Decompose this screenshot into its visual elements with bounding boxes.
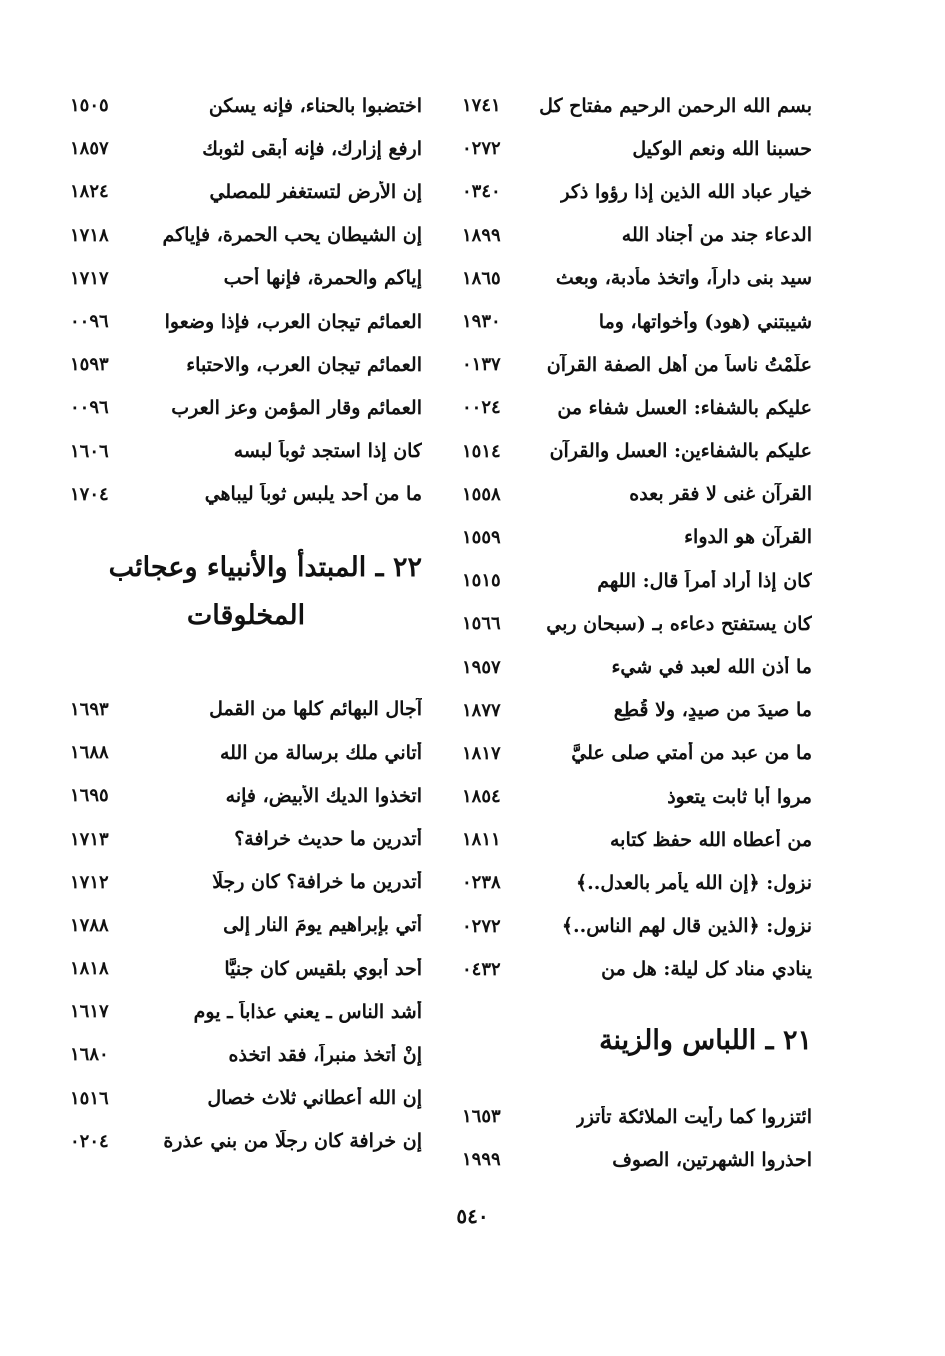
index-entry (462, 905, 812, 948)
index-entry (70, 817, 422, 860)
index-entry (70, 1077, 422, 1120)
entry-number: ٠٢٠٤ (70, 1130, 109, 1152)
entry-text: آجال البهائم كلها من القمل (209, 698, 422, 721)
entry-text: احذروا الشهرتين، الصوف (612, 1148, 812, 1171)
entry-number: ٠٤٣٢ (462, 958, 501, 980)
entry-number: ١٧٤١ (462, 95, 501, 117)
right-entries (462, 84, 812, 991)
entry-text: العمائم تيجان العرب، فإذا وضعوا (164, 310, 422, 333)
index-entry (70, 861, 422, 904)
entry-text: كان إذا استجد ثوباً لبسه (233, 440, 422, 463)
page-number: ٥٤٠ (456, 1204, 489, 1228)
entry-text: عليكم بالشفاء: العسل شفاء من (557, 396, 812, 419)
index-entry (462, 861, 812, 904)
entry-text: القرآن هو الدواء (684, 526, 812, 549)
index-entry (462, 602, 812, 645)
entry-text: القرآن غنى لا فقر بعده (629, 483, 812, 506)
entry-text: إن الشيطان يحب الحمرة، فإياكم (162, 224, 422, 247)
entry-number: ١٥١٥ (462, 570, 501, 592)
entry-number: ١٦٩٣ (70, 698, 109, 720)
index-entry (70, 214, 422, 257)
entry-text: الدعاء جند من أجناد الله (621, 224, 812, 247)
entry-number: ٠٢٣٨ (462, 872, 501, 894)
entry-number: ١٨٦٥ (462, 267, 501, 289)
entry-text: اتخذوا الديك الأبيض، فإنه (225, 784, 422, 807)
entry-text: نزول: ﴿إن الله يأمر بالعدل..﴾ (575, 871, 812, 894)
index-entry (462, 473, 812, 516)
index-entry (462, 1095, 812, 1138)
entry-text: شيبتني (هود) وأخواتها، وما (598, 310, 812, 333)
entry-number: ١٥٦٦ (462, 613, 501, 635)
index-entry (462, 214, 812, 257)
entry-number: ١٥١٦ (70, 1087, 109, 1109)
entry-text: ارفع إزارك، فإنه أبقى لثوبك (202, 137, 422, 160)
right-section-entries (462, 1095, 812, 1181)
index-entry (462, 127, 812, 170)
entry-number: ١٥٥٨ (462, 483, 501, 505)
entry-text: ينادي مناد كل ليلة: هل من (601, 958, 812, 981)
entry-text: خيار عباد الله الذين إذا رؤوا ذكر (560, 180, 812, 203)
index-entry (462, 430, 812, 473)
index-entry (462, 818, 812, 861)
entry-text: إن الله أعطاني ثلاث خصال (207, 1087, 422, 1110)
left-section-entries (70, 688, 422, 1163)
entry-number: ٠٣٤٠ (462, 181, 501, 203)
entry-number: ١٨١٧ (462, 742, 501, 764)
index-entry (462, 257, 812, 300)
index-entry (70, 990, 422, 1033)
index-entry (70, 731, 422, 774)
index-entry (462, 689, 812, 732)
entry-number: ١٨١١ (462, 829, 501, 851)
entry-number: ١٧١٢ (70, 871, 109, 893)
index-entry (462, 386, 812, 429)
entry-number: ١٧٠٤ (70, 483, 109, 505)
entry-text: أُتي بإبراهيم يومَ النار إلى (223, 914, 422, 937)
entry-number: ٠٢٧٢ (462, 915, 501, 937)
entry-text: أتدرين ما حديث خرافة؟ (234, 828, 422, 851)
index-entry (462, 170, 812, 213)
index-entry (462, 84, 812, 127)
entry-number: ١٨٢٤ (70, 181, 109, 203)
entry-text: أتاني ملك برسالة من الله (219, 741, 422, 764)
entry-number: ١٧١٧ (70, 267, 109, 289)
entry-text: نزول: ﴿الذين قال لهم الناس..﴾ (561, 915, 812, 938)
index-entry (70, 473, 422, 516)
left-column (70, 84, 422, 1163)
entry-text: علَّمْتُ ناساً من أهل الصفة القرآن (546, 353, 812, 376)
index-entry (70, 170, 422, 213)
index-entry (70, 300, 422, 343)
entry-number: ١٨٩٩ (462, 224, 501, 246)
entry-text: ما أذن الله لعبد في شيء (611, 656, 812, 679)
left-entries (70, 84, 422, 516)
index-entry (70, 127, 422, 170)
entry-number: ١٨١٨ (70, 958, 109, 980)
entry-number: ١٥١٤ (462, 440, 501, 462)
index-entry (70, 1120, 422, 1163)
entry-number: ٠١٣٧ (462, 354, 501, 376)
index-entry (70, 430, 422, 473)
entry-text: سيد بنى داراً، واتخذ مأدبة، وبعث (555, 267, 812, 290)
entry-text: من أعطاه الله حفظ كتابه (609, 828, 812, 851)
entry-number: ١٥٩٣ (70, 354, 109, 376)
entry-text: أتدرين ما خرافة؟ كان رجلًا (212, 871, 422, 894)
entry-number: ١٩٩٩ (462, 1149, 501, 1171)
index-entry (462, 300, 812, 343)
entry-number: ١٦٠٦ (70, 440, 109, 462)
entry-text: ائتزروا كما رأيت الملائكة تأتزر (575, 1105, 812, 1128)
index-entry (462, 559, 812, 602)
index-entry (462, 775, 812, 818)
entry-text: بسم الله الرحمن الرحيم مفتاح كل (539, 94, 812, 117)
entry-number: ١٥٠٥ (70, 95, 109, 117)
entry-text: اختضبوا بالحناء، فإنه يسكن (208, 94, 422, 117)
entry-number: ١٩٥٧ (462, 656, 501, 678)
right-column (462, 84, 812, 1181)
index-entry (70, 947, 422, 990)
entry-number: ٠٢٧٢ (462, 138, 501, 160)
entry-number: ١٦٨٨ (70, 742, 109, 764)
section-heading-line-1: ٢٢ ـ المبتدأ والأنبياء وعجائب (108, 551, 422, 583)
entry-number: ١٦١٧ (70, 1001, 109, 1023)
entry-number: ١٩٣٠ (462, 311, 501, 333)
entry-text: ما صيدَ من صيدٍ، ولا قُطِع (613, 699, 812, 722)
entry-text: إنْ أتخذ منبراً، فقد اتخذه (228, 1043, 422, 1066)
entry-text: كان يستفتح دعاءه بـ (سبحان ربي (546, 612, 812, 635)
entry-text: كان إذا أراد أمراً قال: اللهم (597, 569, 812, 592)
entry-text: العمائم تيجان العرب، والاحتباء (186, 353, 422, 376)
entry-number: ١٥٥٩ (462, 526, 501, 548)
index-entry (70, 774, 422, 817)
entry-number: ١٧١٣ (70, 828, 109, 850)
entry-number: ١٦٥٣ (462, 1106, 501, 1128)
index-entry (462, 732, 812, 775)
index-entry (70, 84, 422, 127)
entry-number: ١٧١٨ (70, 224, 109, 246)
index-entry (70, 386, 422, 429)
entry-text: أحد أبوي بلقيس كان جنيًّا (224, 957, 422, 980)
index-entry (70, 343, 422, 386)
index-entry (70, 257, 422, 300)
entry-text: أشد الناس ـ يعني عذاباً ـ يوم (193, 1000, 422, 1023)
entry-text: العمائم وقار المؤمن وعز العرب (171, 396, 422, 419)
index-entry (462, 948, 812, 991)
entry-text: ما من أحد يلبس ثوباً ليباهي (204, 483, 422, 506)
entry-number: ١٨٧٧ (462, 699, 501, 721)
index-entry (462, 645, 812, 688)
section-heading-clothing: ٢١ ـ اللباس والزينة (599, 1024, 812, 1056)
index-entry (462, 1138, 812, 1181)
entry-text: حسبنا الله ونعم الوكيل (632, 137, 812, 160)
index-entry (70, 904, 422, 947)
entry-number: ٠٠٩٦ (70, 311, 109, 333)
entry-text: عليكم بالشفاءين: العسل والقرآن (549, 440, 812, 463)
entry-text: إن خرافة كان رجلًا من بني عذرة (163, 1130, 422, 1153)
entry-number: ٠٠٩٦ (70, 397, 109, 419)
entry-text: إياكم والحمرة، فإنها أحب (223, 267, 422, 290)
section-heading-creation (70, 544, 422, 640)
entry-number: ١٦٨٠ (70, 1044, 109, 1066)
entry-number: ١٦٩٥ (70, 785, 109, 807)
entry-number: ١٨٥٧ (70, 138, 109, 160)
entry-text: إن الأرض لتستغفر للمصلي (209, 180, 422, 203)
section-heading-line-2: المخلوقات (186, 599, 306, 631)
entry-number: ٠٠٢٤ (462, 397, 501, 419)
index-entry (462, 516, 812, 559)
index-entry (70, 1033, 422, 1076)
entry-number: ١٨٥٤ (462, 786, 501, 808)
index-entry (462, 343, 812, 386)
entry-text: ما من عبد من أمتي صلى عليَّ (571, 742, 812, 765)
entry-number: ١٧٨٨ (70, 914, 109, 936)
index-entry (70, 688, 422, 731)
entry-text: مروا أبا ثابت يتعوذ (667, 785, 812, 808)
